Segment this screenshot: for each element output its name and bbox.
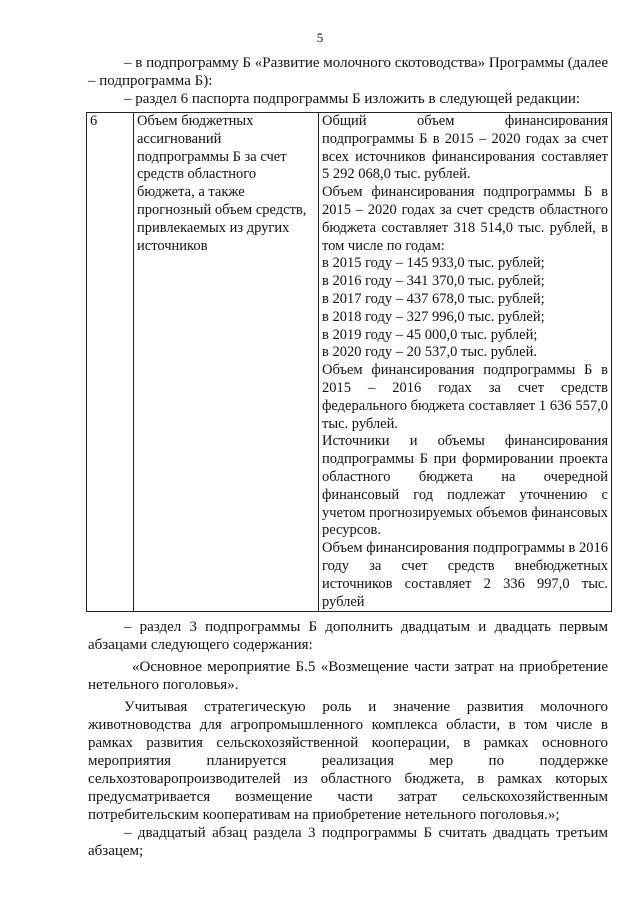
row-content-cell xyxy=(319,113,612,612)
table-row xyxy=(87,113,612,612)
row-number-cell: 6 xyxy=(87,113,134,612)
content-paragraph: в 2017 году – 437 678,0 тыс. рублей; xyxy=(322,290,545,307)
content-paragraph: в 2016 году – 341 370,0 тыс. рублей; xyxy=(322,273,545,290)
after-paragraph-1: – раздел 3 подпрограммы Б дополнить двадцатым и двадцать первым абзацами следующего содержания: xyxy=(88,619,608,653)
intro-paragraph-2: – раздел 6 паспорта подпрограммы Б изложить в следующей редакции: xyxy=(124,91,581,107)
content-paragraph: Объем финансирования подпрограммы Б в 2015 – 2020 годах за счет средств областного бюджета составляет 318 514,0 тыс. рублей, в том числе по годам: xyxy=(322,184,608,254)
intro-paragraph-1: – в подпрограмму Б «Развитие молочного скотоводства» Программы (далее – подпрограмма Б): xyxy=(88,55,608,89)
after-paragraph-3: Учитывая стратегическую роль и значение развития молочного животноводства для агропромышленного комплекса области, в том числе в рамках развития сельскохозяйственной кооперации, в рамках основного мероприятия планируется реализация мер по поддержке сельхозтоваропроизводителей из областного бюджета, в рамках которых предусматривается возмещение части затрат сельскохозяйственным потребительским кооперативам на приобретение нетельного поголовья.»; xyxy=(88,699,608,823)
content-paragraph: Объем финансирования подпрограммы Б в 2015 – 2016 годах за счет средств федерального бюджета составляет 1 636 557,0 тыс. рублей. xyxy=(322,362,608,432)
content-paragraph: Источники и объемы финансирования подпрограммы Б при формировании проекта областного бюджета на очередной финансовый год подлежат уточнению с учетом прогнозируемых объемов финансовых ресурсов. xyxy=(322,433,608,539)
content-paragraph: в 2015 году – 145 933,0 тыс. рублей; xyxy=(322,255,545,272)
passport-table xyxy=(86,112,612,612)
row-label-cell: Объем бюджетных ассигнований подпрограммы Б за счет средств областного бюджета, а также прогнозный объем средств, привлекаемых из других источников xyxy=(134,113,319,612)
after-paragraph-4: – двадцатый абзац раздела 3 подпрограммы Б считать двадцать третьим абзацем; xyxy=(88,825,608,859)
content-paragraph: в 2019 году – 45 000,0 тыс. рублей; xyxy=(322,326,538,343)
after-paragraph-2: «Основное мероприятие Б.5 «Возмещение части затрат на приобретение нетельного поголовья». xyxy=(88,659,608,693)
page-number: 5 xyxy=(316,30,324,45)
content-paragraph: Общий объем финансирования подпрограммы Б в 2015 – 2020 годах за счет всех источников финансирования составляет 5 292 068,0 тыс. рублей. xyxy=(322,113,608,183)
intro-block xyxy=(88,54,608,108)
content-paragraph: в 2018 году – 327 996,0 тыс. рублей; xyxy=(322,308,545,325)
after-block xyxy=(88,618,608,860)
content-paragraph: в 2020 году – 20 537,0 тыс. рублей. xyxy=(322,344,537,361)
content-paragraph: Объем финансирования подпрограммы в 2016 году за счет средств внебюджетных источников составляет 2 336 997,0 тыс. рублей xyxy=(322,540,608,610)
